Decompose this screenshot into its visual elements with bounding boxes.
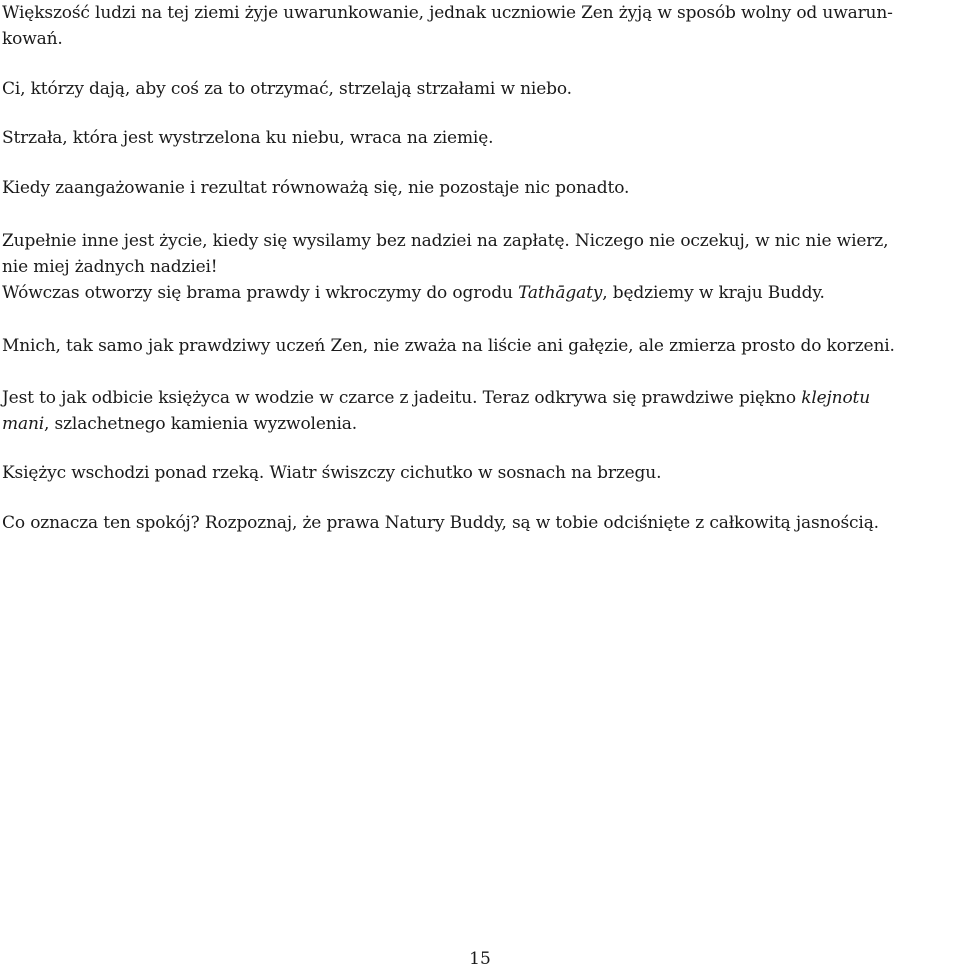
italic-term: mani (2, 414, 45, 434)
text-run: , będziemy w kraju Buddy. (602, 283, 825, 303)
page-number: 15 (469, 949, 491, 969)
italic-term: klejnotu (801, 388, 871, 408)
paragraph-line (2, 411, 957, 437)
paragraph-2 (2, 76, 957, 102)
paragraph-line: Strzała, która jest wystrzelona ku niebu, wraca na ziemię. (2, 128, 494, 148)
paragraph-9 (2, 510, 957, 536)
paragraph-6 (2, 333, 957, 359)
paragraph-8 (2, 460, 957, 486)
paragraph-line (2, 280, 957, 306)
paragraph-line: Księżyc wschodzi ponad rzeką. Wiatr świszczy cichutko w sosnach na brzegu. (2, 463, 662, 483)
text-run: Jest to jak odbicie księżyca w wodzie w czarce z jadeitu. Teraz odkrywa się prawdziwe piękno (2, 388, 802, 408)
paragraph-3 (2, 125, 957, 151)
paragraph-5 (2, 228, 957, 306)
italic-term: Tathāgaty (518, 283, 603, 303)
paragraph-line: nie miej żadnych nadziei! (2, 257, 218, 277)
paragraph-line: Większość ludzi na tej ziemi żyje uwarunkowanie, jednak uczniowie Zen żyją w sposób wolny od uwarun- (2, 3, 893, 23)
text-run: , szlachetnego kamienia wyzwolenia. (44, 414, 358, 434)
paragraph-7 (2, 385, 957, 437)
paragraph-line: Zupełnie inne jest życie, kiedy się wysilamy bez nadziei na zapłatę. Niczego nie oczekuj, w nic nie wierz, (2, 231, 889, 251)
paragraph-line (2, 385, 957, 411)
paragraph-line: Ci, którzy dają, aby coś za to otrzymać, strzelają strzałami w niebo. (2, 79, 572, 99)
paragraph-line: kowań. (2, 29, 63, 49)
paragraph-line: Co oznacza ten spokój? Rozpoznaj, że prawa Natury Buddy, są w tobie odciśnięte z całkowitą jasnością. (2, 513, 879, 533)
paragraph-1 (2, 0, 957, 52)
paragraph-line: Kiedy zaangażowanie i rezultat równoważą się, nie pozostaje nic ponadto. (2, 178, 630, 198)
text-run: Wówczas otworzy się brama prawdy i wkroczymy do ogrodu (2, 283, 519, 303)
paragraph-4 (2, 175, 957, 201)
paragraph-line: Mnich, tak samo jak prawdziwy uczeń Zen, nie zważa na liście ani gałęzie, ale zmierza prosto do korzeni. (2, 336, 895, 356)
